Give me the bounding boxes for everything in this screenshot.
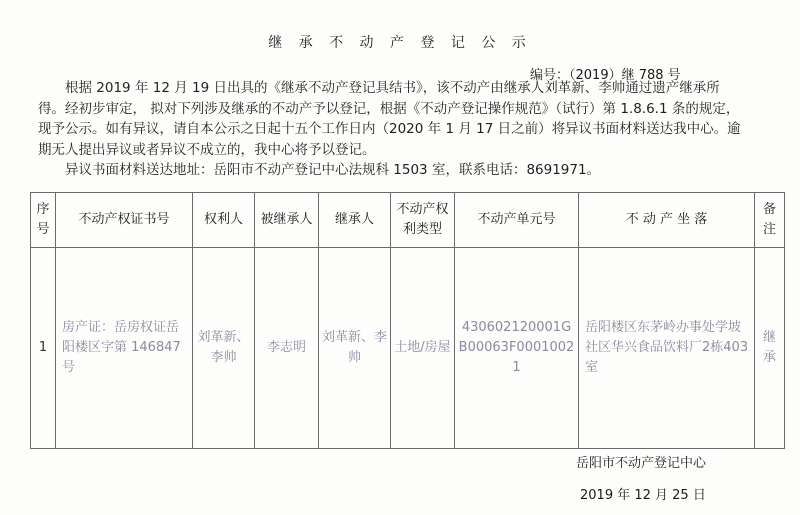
registration-table xyxy=(30,192,785,449)
header-unit-no: 不动产单元号 xyxy=(455,193,579,248)
cell-right-type: 土地/房屋 xyxy=(391,248,455,449)
issuing-organization: 岳阳市不动产登记中心 xyxy=(576,456,707,471)
cell-seq: 1 xyxy=(31,248,56,449)
cell-right-holder: 刘革新、李帅 xyxy=(193,248,255,449)
cell-remark: 继承 xyxy=(755,248,785,449)
table-row xyxy=(31,248,785,449)
cell-cert-no: 房产证：岳房权证岳阳楼区字第 146847 号 xyxy=(56,248,193,449)
notice-title: 继 承 不 动 产 登 记 公 示 xyxy=(268,35,532,51)
cell-heir: 刘革新、李帅 xyxy=(319,248,391,449)
header-right-holder: 权利人 xyxy=(193,193,255,248)
cell-decedent: 李志明 xyxy=(255,248,319,449)
notice-body xyxy=(38,78,746,181)
header-seq: 序号 xyxy=(31,193,56,248)
objection-address-paragraph: 异议书面材料送达地址：岳阳市不动产登记中心法规科 1503 室，联系电话：8691971。 xyxy=(65,162,601,178)
header-remark: 备注 xyxy=(755,193,785,248)
cell-unit-no: 430602120001GB00063F00010021 xyxy=(455,248,579,449)
notice-paragraph-main: 根据 2019 年 12 月 19 日出具的《继承不动产登记具结书》，该不动产由继承人刘革新、李帅通过遗产继承所得。经初步审定， 拟对下列涉及继承的不动产予以登记，根据《不动产登记操作规范》（试行）第 1.8.6.1 条的规定，现予公示。如有异议，请自本公示之日起十五个工作日内（2020 年 1 月 17 日之前）将异议书面材料送达我中心。逾期无人提出异议或者异议不成立的，我中心将予以登记。 xyxy=(38,80,741,158)
header-decedent: 被继承人 xyxy=(255,193,319,248)
table-header-row xyxy=(31,193,785,248)
header-cert-no: 不动产权证书号 xyxy=(56,193,193,248)
header-location: 不 动 产 坐 落 xyxy=(579,193,755,248)
header-heir: 继承人 xyxy=(319,193,391,248)
cell-location: 岳阳楼区东茅岭办事处学坡社区华兴食品饮料厂2栋403室 xyxy=(579,248,755,449)
issue-date: 2019 年 12 月 25 日 xyxy=(580,488,706,503)
header-right-type: 不动产权利类型 xyxy=(391,193,455,248)
document-number: 编号：（2019）继 788 号 xyxy=(530,68,681,83)
